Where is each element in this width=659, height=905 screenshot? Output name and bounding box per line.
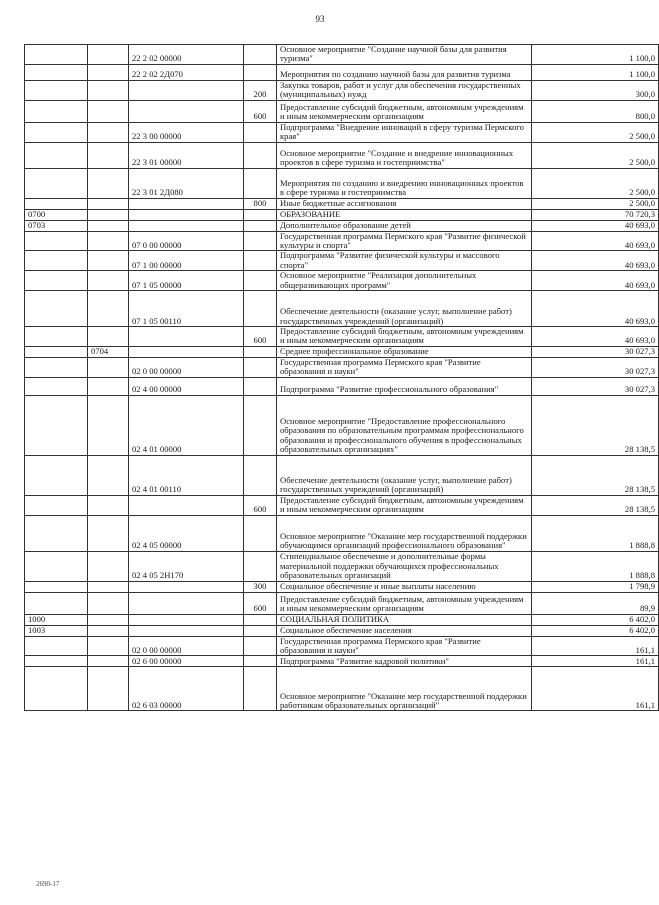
target-article-code: 22 3 01 2Д080 xyxy=(129,168,244,198)
subsection-code xyxy=(88,209,129,220)
section-code xyxy=(25,551,88,581)
target-article-code: 22 3 00 00000 xyxy=(129,122,244,142)
item-name: Основное мероприятие "Создание научной базы для развития туризма" xyxy=(277,45,532,65)
item-name: Подпрограмма "Развитие кадровой политики" xyxy=(277,656,532,667)
expense-type-code xyxy=(244,377,277,395)
subsection-code xyxy=(88,100,129,122)
amount: 800,0 xyxy=(532,100,659,122)
expense-type-code: 800 xyxy=(244,198,277,209)
section-code xyxy=(25,168,88,198)
subsection-code xyxy=(88,122,129,142)
table-row xyxy=(25,291,659,327)
target-article-code: 02 4 05 2Н170 xyxy=(129,551,244,581)
table-row xyxy=(25,377,659,395)
amount: 1 798,9 xyxy=(532,581,659,592)
subsection-code xyxy=(88,357,129,377)
subsection-code xyxy=(88,581,129,592)
amount: 28 138,5 xyxy=(532,495,659,515)
target-article-code: 07 1 00 00000 xyxy=(129,251,244,271)
expense-type-code xyxy=(244,346,277,357)
table-row xyxy=(25,80,659,100)
section-code xyxy=(25,346,88,357)
item-name: Дополнительное образование детей xyxy=(277,220,532,231)
section-code: 1003 xyxy=(25,625,88,636)
item-name: Предоставление субсидий бюджетным, автономным учреждениям и иным некоммерческим организациям xyxy=(277,592,532,614)
expense-type-code: 600 xyxy=(244,100,277,122)
subsection-code xyxy=(88,656,129,667)
subsection-code: 0704 xyxy=(88,346,129,357)
table-row xyxy=(25,64,659,80)
item-name: Предоставление субсидий бюджетным, автономным учреждениям и иным некоммерческим организациям xyxy=(277,327,532,347)
table-row xyxy=(25,198,659,209)
subsection-code xyxy=(88,592,129,614)
budget-table-body xyxy=(25,45,659,711)
target-article-code: 02 0 00 00000 xyxy=(129,357,244,377)
expense-type-code xyxy=(244,251,277,271)
target-article-code: 07 1 05 00110 xyxy=(129,291,244,327)
amount: 40 693,0 xyxy=(532,271,659,291)
section-code xyxy=(25,45,88,65)
target-article-code xyxy=(129,614,244,625)
item-name: Основное мероприятие "Создание и внедрение инновационных проектов в сфере туризма и гостеприимства" xyxy=(277,142,532,168)
target-article-code: 07 1 05 00000 xyxy=(129,271,244,291)
amount: 89,9 xyxy=(532,592,659,614)
expense-type-code: 300 xyxy=(244,581,277,592)
subsection-code xyxy=(88,198,129,209)
item-name: Подпрограмма "Внедрение инноваций в сферу туризма Пермского края" xyxy=(277,122,532,142)
amount: 40 693,0 xyxy=(532,220,659,231)
subsection-code xyxy=(88,614,129,625)
subsection-code xyxy=(88,168,129,198)
expense-type-code: 600 xyxy=(244,495,277,515)
table-row xyxy=(25,667,659,711)
section-code xyxy=(25,251,88,271)
expense-type-code xyxy=(244,271,277,291)
target-article-code: 02 6 00 00000 xyxy=(129,656,244,667)
subsection-code xyxy=(88,64,129,80)
section-code xyxy=(25,636,88,656)
table-row xyxy=(25,168,659,198)
subsection-code xyxy=(88,327,129,347)
item-name: Государственная программа Пермского края "Развитие физической культуры и спорта" xyxy=(277,231,532,251)
item-name: Обеспечение деятельности (оказание услуг, выполнение работ) государственных учреждений (организаций) xyxy=(277,291,532,327)
subsection-code xyxy=(88,636,129,656)
table-row xyxy=(25,327,659,347)
subsection-code xyxy=(88,251,129,271)
amount: 30 027,3 xyxy=(532,377,659,395)
item-name: Предоставление субсидий бюджетным, автономным учреждениям и иным некоммерческим организациям xyxy=(277,100,532,122)
target-article-code xyxy=(129,592,244,614)
subsection-code xyxy=(88,45,129,65)
page-number: 93 xyxy=(315,14,325,24)
section-code: 1000 xyxy=(25,614,88,625)
amount: 300,0 xyxy=(532,80,659,100)
subsection-code xyxy=(88,231,129,251)
table-row xyxy=(25,209,659,220)
table-row xyxy=(25,455,659,495)
budget-table xyxy=(24,44,659,711)
item-name: Основное мероприятие "Реализация дополнительных общеразвивающих программ" xyxy=(277,271,532,291)
expense-type-code xyxy=(244,614,277,625)
subsection-code xyxy=(88,551,129,581)
table-row xyxy=(25,142,659,168)
section-code xyxy=(25,581,88,592)
item-name: Среднее профессиональное образование xyxy=(277,346,532,357)
target-article-code xyxy=(129,80,244,100)
section-code xyxy=(25,231,88,251)
target-article-code: 22 2 02 2Д070 xyxy=(129,64,244,80)
amount: 40 693,0 xyxy=(532,251,659,271)
expense-type-code xyxy=(244,64,277,80)
amount: 161,1 xyxy=(532,656,659,667)
table-row xyxy=(25,100,659,122)
amount: 1 100,0 xyxy=(532,64,659,80)
item-name: Подпрограмма "Развитие профессионального образования" xyxy=(277,377,532,395)
expense-type-code xyxy=(244,209,277,220)
expense-type-code xyxy=(244,357,277,377)
section-code xyxy=(25,667,88,711)
amount: 28 138,5 xyxy=(532,455,659,495)
expense-type-code xyxy=(244,231,277,251)
expense-type-code xyxy=(244,667,277,711)
expense-type-code xyxy=(244,551,277,581)
target-article-code xyxy=(129,100,244,122)
section-code xyxy=(25,291,88,327)
subsection-code xyxy=(88,271,129,291)
target-article-code xyxy=(129,209,244,220)
target-article-code xyxy=(129,220,244,231)
section-code xyxy=(25,100,88,122)
amount: 30 027,3 xyxy=(532,357,659,377)
item-name: Закупка товаров, работ и услуг для обеспечения государственных (муниципальных) нужд xyxy=(277,80,532,100)
table-row xyxy=(25,45,659,65)
section-code: 0703 xyxy=(25,220,88,231)
table-row xyxy=(25,614,659,625)
target-article-code: 22 3 01 00000 xyxy=(129,142,244,168)
amount: 40 693,0 xyxy=(532,231,659,251)
table-row xyxy=(25,271,659,291)
subsection-code xyxy=(88,625,129,636)
subsection-code xyxy=(88,395,129,455)
item-name: Социальное обеспечение населения xyxy=(277,625,532,636)
section-code xyxy=(25,327,88,347)
expense-type-code: 200 xyxy=(244,80,277,100)
item-name: ОБРАЗОВАНИЕ xyxy=(277,209,532,220)
amount: 161,1 xyxy=(532,636,659,656)
target-article-code: 02 4 01 00000 xyxy=(129,395,244,455)
amount: 1 888,8 xyxy=(532,551,659,581)
expense-type-code xyxy=(244,291,277,327)
table-row xyxy=(25,656,659,667)
table-row xyxy=(25,625,659,636)
amount: 6 402,0 xyxy=(532,625,659,636)
section-code xyxy=(25,198,88,209)
amount: 1 100,0 xyxy=(532,45,659,65)
item-name: Стипендиальное обеспечение и дополнительные формы материальной поддержки обучающихся профессиональных образовательных организаций xyxy=(277,551,532,581)
table-row xyxy=(25,251,659,271)
amount: 6 402,0 xyxy=(532,614,659,625)
table-row xyxy=(25,231,659,251)
amount: 70 720,3 xyxy=(532,209,659,220)
amount: 1 888,8 xyxy=(532,515,659,551)
item-name: Основное мероприятие "Оказание мер государственной поддержки работникам образовательных организаций" xyxy=(277,667,532,711)
section-code xyxy=(25,395,88,455)
subsection-code xyxy=(88,220,129,231)
table-row xyxy=(25,515,659,551)
expense-type-code xyxy=(244,656,277,667)
table-row xyxy=(25,551,659,581)
expense-type-code xyxy=(244,142,277,168)
item-name: Основное мероприятие "Предоставление профессионального образования по образовательным программам профессионального образования и профессионального обучения в профессиональных образовательных организациях" xyxy=(277,395,532,455)
subsection-code xyxy=(88,291,129,327)
subsection-code xyxy=(88,142,129,168)
expense-type-code xyxy=(244,515,277,551)
target-article-code xyxy=(129,625,244,636)
expense-type-code: 600 xyxy=(244,327,277,347)
table-row xyxy=(25,592,659,614)
target-article-code: 07 0 00 00000 xyxy=(129,231,244,251)
subsection-code xyxy=(88,80,129,100)
amount: 30 027,3 xyxy=(532,346,659,357)
item-name: Государственная программа Пермского края "Развитие образования и науки" xyxy=(277,357,532,377)
item-name: Государственная программа Пермского края "Развитие образования и науки" xyxy=(277,636,532,656)
table-row xyxy=(25,581,659,592)
target-article-code: 02 6 03 00000 xyxy=(129,667,244,711)
item-name: Иные бюджетные ассигнования xyxy=(277,198,532,209)
section-code xyxy=(25,377,88,395)
target-article-code: 22 2 02 00000 xyxy=(129,45,244,65)
section-code: 0700 xyxy=(25,209,88,220)
expense-type-code: 600 xyxy=(244,592,277,614)
target-article-code: 02 4 05 00000 xyxy=(129,515,244,551)
item-name: Мероприятия по созданию научной базы для развития туризма xyxy=(277,64,532,80)
table-row xyxy=(25,220,659,231)
section-code xyxy=(25,592,88,614)
section-code xyxy=(25,656,88,667)
section-code xyxy=(25,271,88,291)
section-code xyxy=(25,455,88,495)
expense-type-code xyxy=(244,122,277,142)
amount: 40 693,0 xyxy=(532,327,659,347)
table-row xyxy=(25,395,659,455)
subsection-code xyxy=(88,377,129,395)
table-row xyxy=(25,346,659,357)
target-article-code xyxy=(129,346,244,357)
expense-type-code xyxy=(244,168,277,198)
expense-type-code xyxy=(244,455,277,495)
section-code xyxy=(25,515,88,551)
item-name: Подпрограмма "Развитие физической культуры и массового спорта" xyxy=(277,251,532,271)
amount: 2 500,0 xyxy=(532,142,659,168)
section-code xyxy=(25,122,88,142)
section-code xyxy=(25,357,88,377)
expense-type-code xyxy=(244,636,277,656)
footer-code: 2690-17 xyxy=(36,880,60,888)
subsection-code xyxy=(88,455,129,495)
section-code xyxy=(25,80,88,100)
target-article-code xyxy=(129,581,244,592)
target-article-code: 02 0 00 00000 xyxy=(129,636,244,656)
item-name: Социальное обеспечение и иные выплаты населению xyxy=(277,581,532,592)
item-name: Обеспечение деятельности (оказание услуг, выполнение работ) государственных учреждений (организаций) xyxy=(277,455,532,495)
section-code xyxy=(25,495,88,515)
table-row xyxy=(25,636,659,656)
item-name: Мероприятия по созданию и внедрению инновационных проектов в сфере туризма и гостеприимства xyxy=(277,168,532,198)
amount: 161,1 xyxy=(532,667,659,711)
amount: 40 693,0 xyxy=(532,291,659,327)
expense-type-code xyxy=(244,220,277,231)
item-name: Предоставление субсидий бюджетным, автономным учреждениям и иным некоммерческим организациям xyxy=(277,495,532,515)
target-article-code: 02 4 00 00000 xyxy=(129,377,244,395)
amount: 28 138,5 xyxy=(532,395,659,455)
target-article-code xyxy=(129,495,244,515)
section-code xyxy=(25,142,88,168)
table-row xyxy=(25,122,659,142)
expense-type-code xyxy=(244,395,277,455)
table-row xyxy=(25,357,659,377)
table-row xyxy=(25,495,659,515)
amount: 2 500,0 xyxy=(532,168,659,198)
amount: 2 500,0 xyxy=(532,122,659,142)
expense-type-code xyxy=(244,625,277,636)
target-article-code: 02 4 01 00110 xyxy=(129,455,244,495)
subsection-code xyxy=(88,495,129,515)
subsection-code xyxy=(88,515,129,551)
item-name: Основное мероприятие "Оказание мер государственной поддержки обучающимся организаций профессионального образования" xyxy=(277,515,532,551)
expense-type-code xyxy=(244,45,277,65)
section-code xyxy=(25,64,88,80)
target-article-code xyxy=(129,198,244,209)
amount: 2 500,0 xyxy=(532,198,659,209)
subsection-code xyxy=(88,667,129,711)
item-name: СОЦИАЛЬНАЯ ПОЛИТИКА xyxy=(277,614,532,625)
target-article-code xyxy=(129,327,244,347)
